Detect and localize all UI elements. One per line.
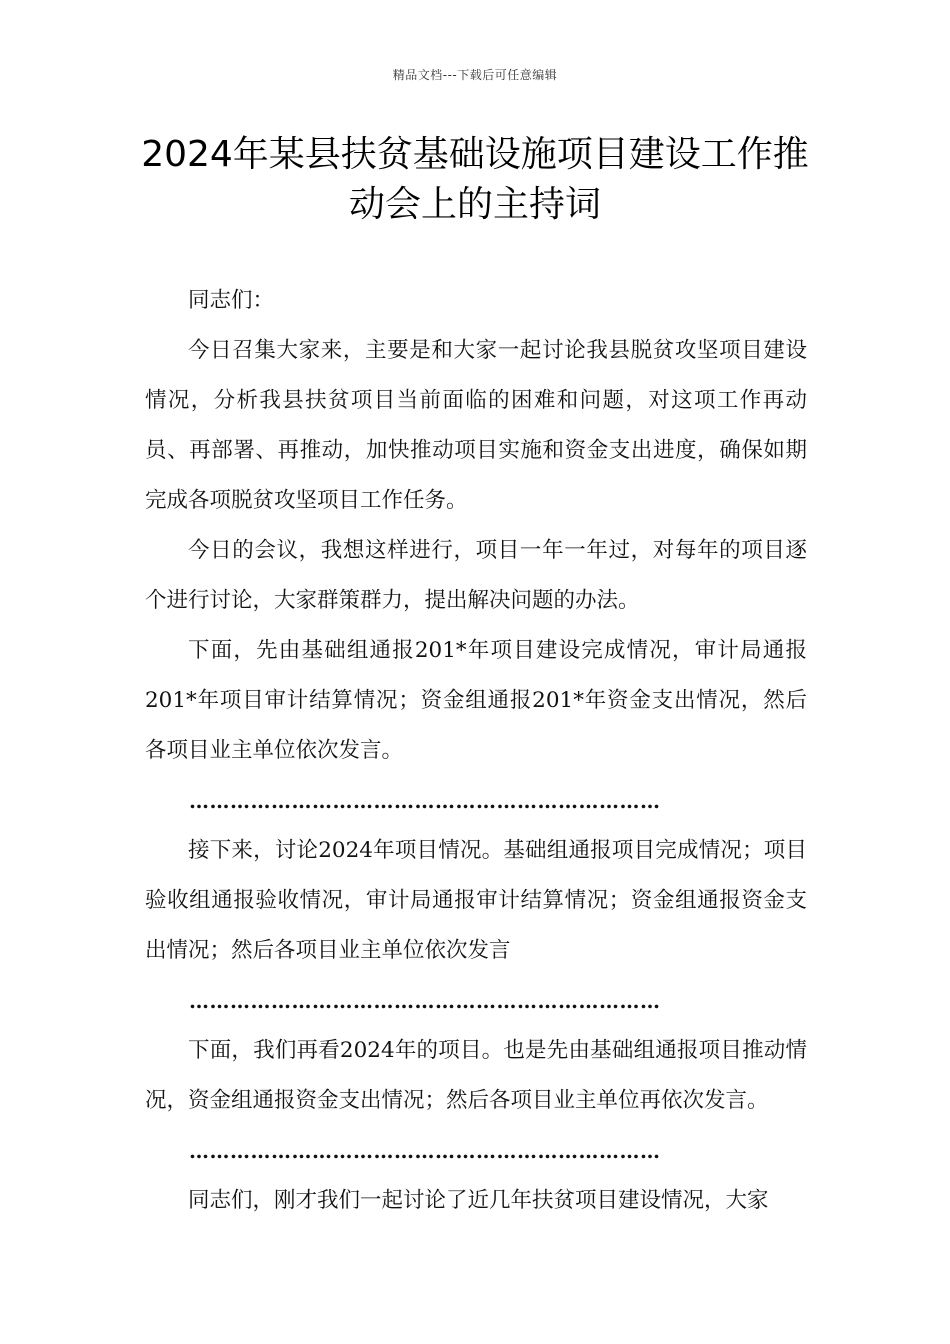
ellipsis-separator: …………………………………………………………… [189, 1139, 661, 1163]
paragraph-first-agenda: 下面，先由基础组通报201*年项目建设完成情况，审计局通报201*年项目审计结算情况；资金组通报201*年资金支出情况，然后各项目业主单位依次发言。 [145, 638, 807, 763]
paragraph-second-agenda: 接下来，讨论2024年项目情况。基础组通报项目完成情况；项目验收组通报验收情况，审计局通报审计结算情况；资金组通报资金支出情况；然后各项目业主单位依次发言 [145, 838, 807, 963]
paragraph-purpose: 今日召集大家来，主要是和大家一起讨论我县脱贫攻坚项目建设情况，分析我县扶贫项目当前面临的困难和问题，对这项工作再动员、再部署、再推动，加快推动项目实施和资金支出进度，确保如期完成各项脱贫攻坚项目工作任务。 [145, 338, 807, 513]
salutation: 同志们： [188, 288, 275, 313]
ellipsis-separator: …………………………………………………………… [189, 989, 661, 1013]
header-note: 精品文档---下载后可任意编辑 [392, 68, 558, 82]
ellipsis-separator: …………………………………………………………… [189, 789, 661, 813]
paragraph-summary: 同志们，刚才我们一起讨论了近几年扶贫项目建设情况，大家 [188, 1188, 769, 1213]
paragraph-third-agenda: 下面，我们再看2024年的项目。也是先由基础组通报项目推动情况，资金组通报资金支出情况；然后各项目业主单位再依次发言。 [145, 1038, 807, 1113]
paragraph-procedure: 今日的会议，我想这样进行，项目一年一年过，对每年的项目逐个进行讨论，大家群策群力，提出解决问题的办法。 [145, 538, 807, 613]
document-body [145, 276, 807, 1226]
document-title: 2024年某县扶贫基础设施项目建设工作推动会上的主持词 [141, 134, 809, 225]
